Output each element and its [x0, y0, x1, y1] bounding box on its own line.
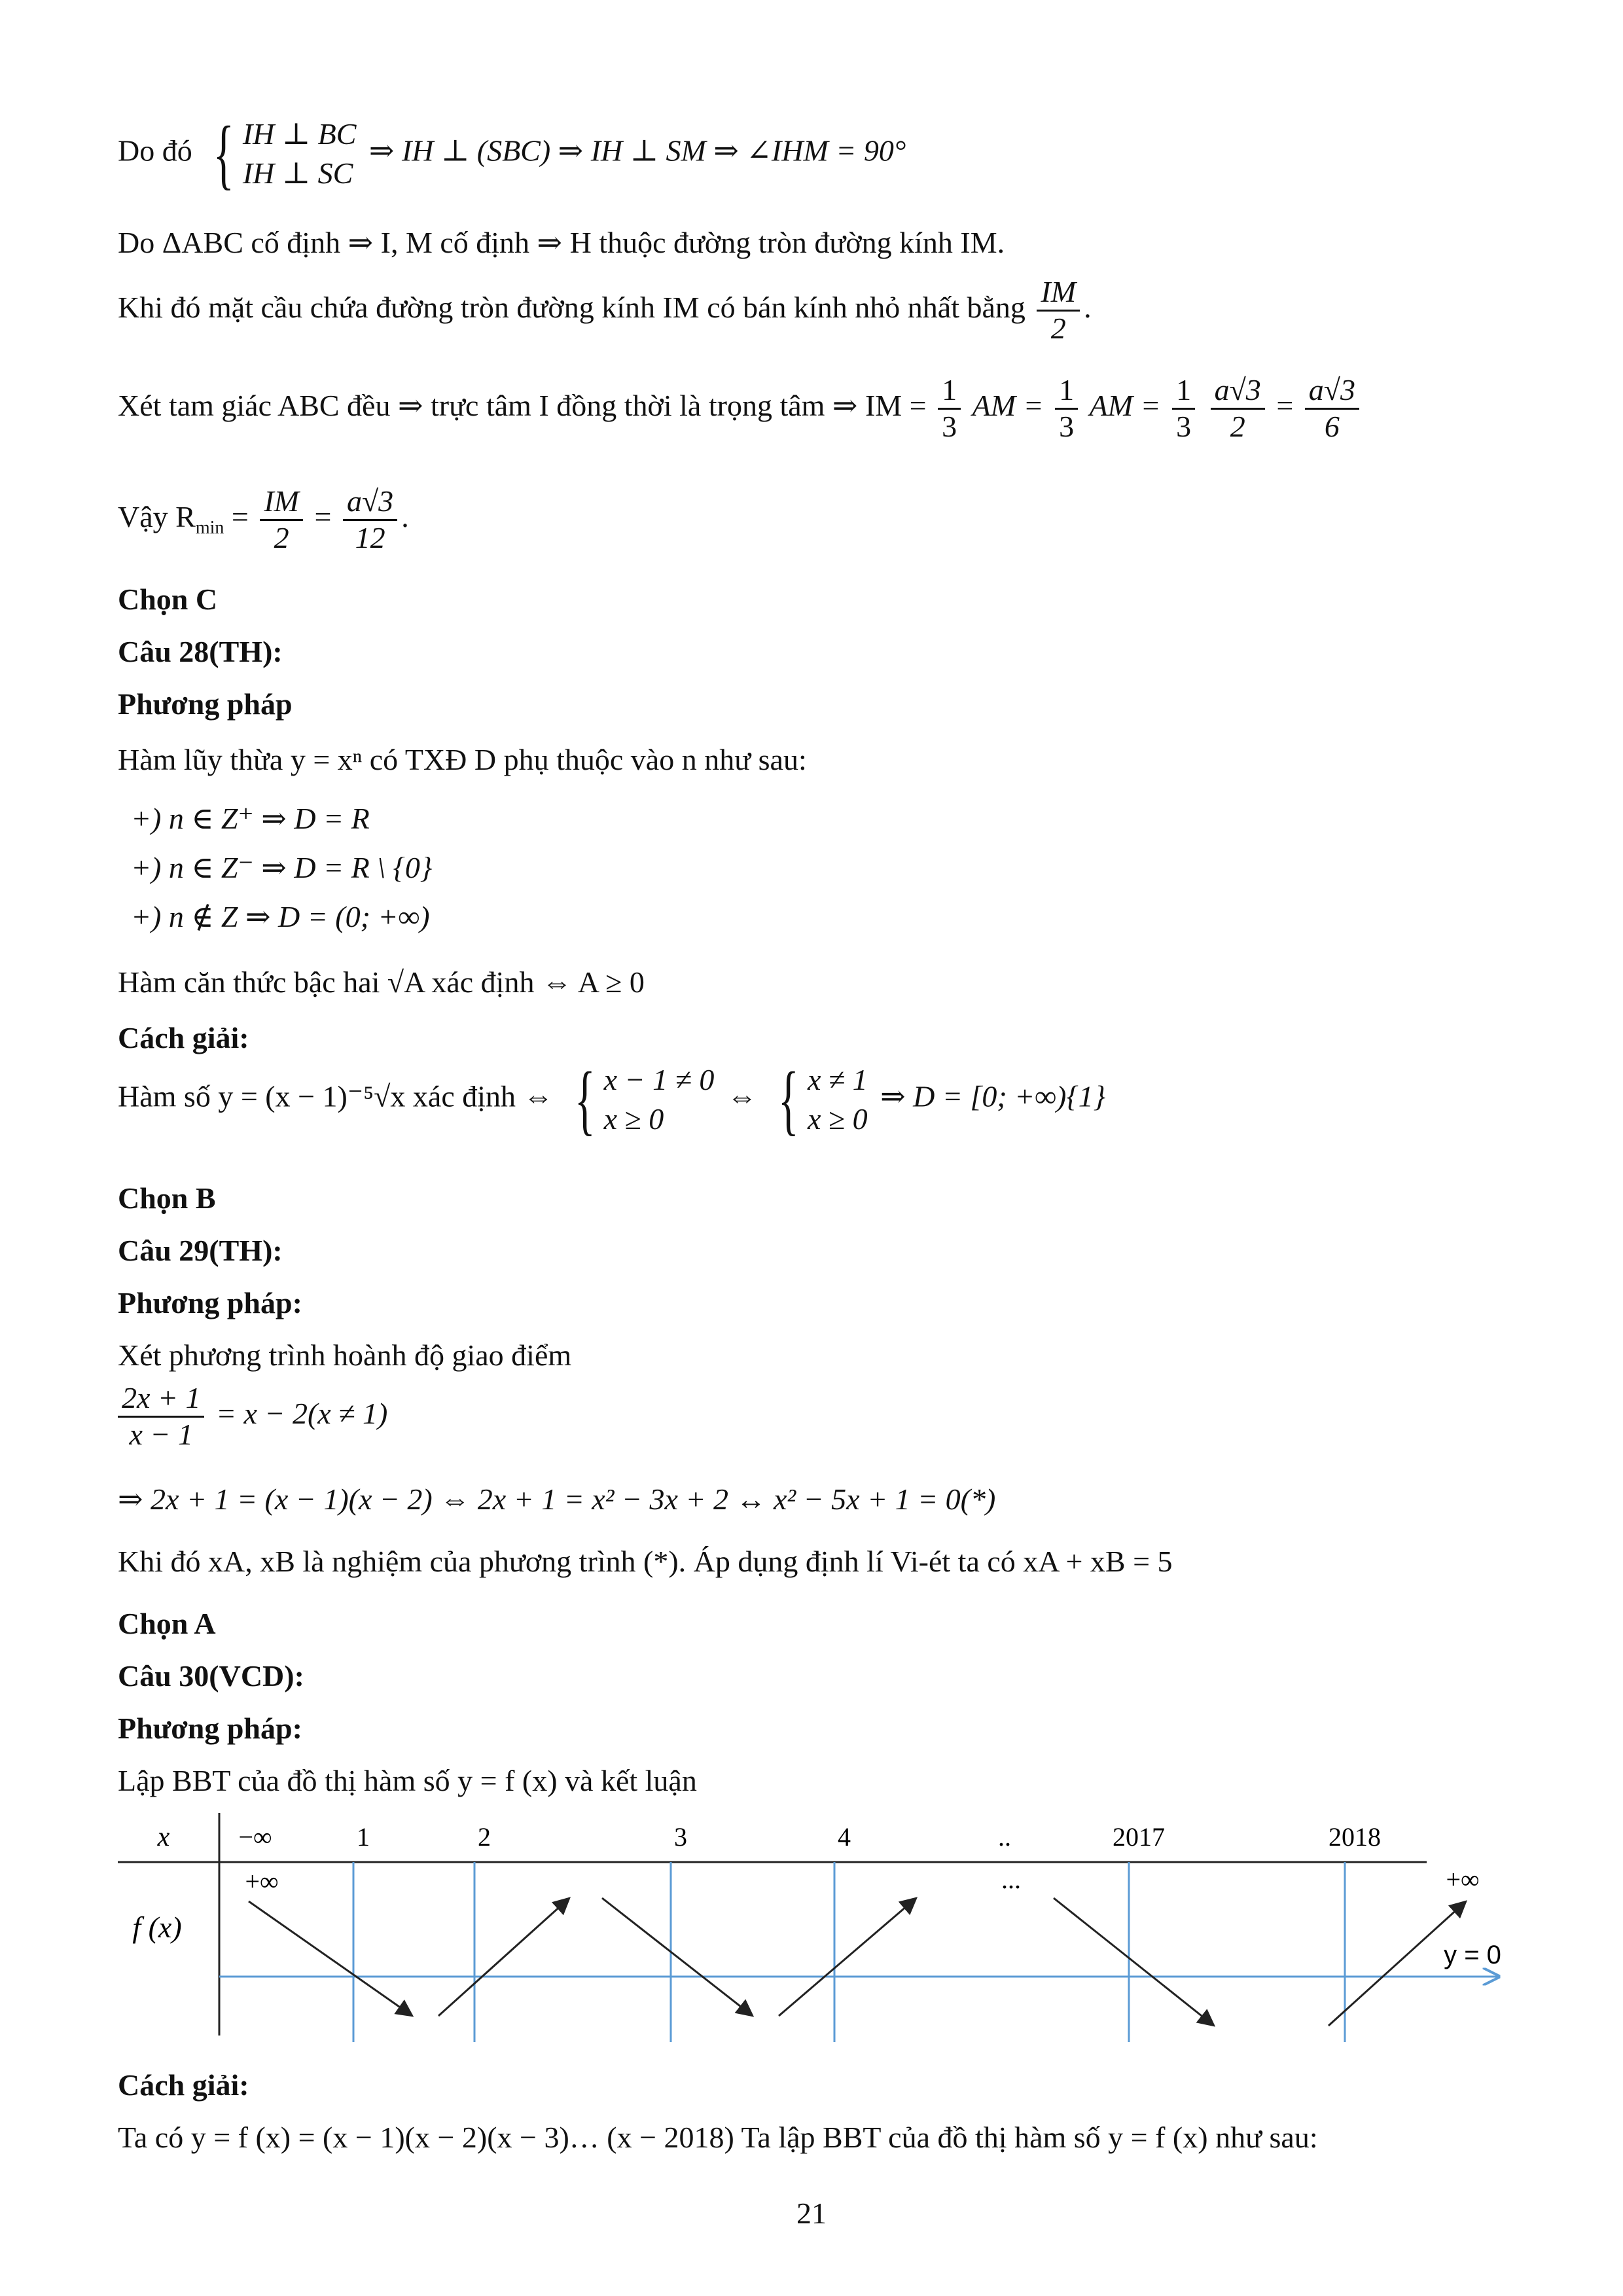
arrow-increasing — [438, 1898, 569, 2016]
line-r-min — [118, 484, 409, 556]
brace-icon: { — [574, 1056, 596, 1143]
numerator: a√3 — [1305, 373, 1359, 410]
fraction — [260, 484, 303, 556]
line-vieta: Khi đó xA, xB là nghiệm của phương trình (*). Áp dụng định lí Vi-ét ta có xA + xB = 5 — [118, 1545, 1173, 1578]
question-28-heading: Câu 28(TH): — [118, 635, 283, 668]
subscript: min — [195, 518, 224, 539]
arrow-decreasing — [602, 1898, 753, 2016]
text: Do đó — [118, 134, 192, 168]
arrow-decreasing — [249, 1901, 412, 2016]
x-value-3: 3 — [674, 1822, 687, 1852]
denominator: 2 — [1230, 409, 1245, 443]
implication: ⇒ IH ⊥ (SBC) ⇒ IH ⊥ SM ⇒ ∠IHM = 90° — [368, 134, 906, 168]
method-heading-28: Phương pháp — [118, 687, 293, 721]
numerator: 1 — [938, 373, 961, 410]
solution-heading-30: Cách giải: — [118, 2068, 249, 2102]
y-zero-label: y = 0 — [1444, 1941, 1501, 1969]
brace-icon: { — [778, 1056, 800, 1143]
line-variation-table: Lập BBT của đồ thị hàm số y = f (x) và kết luận — [118, 1764, 697, 1797]
denominator: 6 — [1324, 409, 1340, 443]
text: Vậy R — [118, 499, 196, 533]
x-value-6: 2017 — [1113, 1822, 1165, 1852]
text: Hàm số y = (x − 1)⁻⁵√x xác định ⇔ — [118, 1079, 554, 1113]
numerator: a√3 — [343, 484, 397, 521]
arrow-increasing — [779, 1898, 916, 2016]
answer-a: Chọn A — [118, 1607, 216, 1640]
text: AM = — [1089, 388, 1161, 422]
x-value-0: −∞ — [238, 1822, 272, 1852]
page-number: 21 — [796, 2197, 827, 2230]
fraction — [1211, 373, 1265, 444]
case-non-integer: +) n ∉ Z ⇒ D = (0; +∞) — [131, 900, 430, 933]
condition-1: x − 1 ≠ 0 — [603, 1063, 715, 1097]
text: = x − 2(x ≠ 1) — [215, 1396, 388, 1430]
plus-infinity-right: +∞ — [1446, 1865, 1480, 1894]
method-heading-29: Phương pháp: — [118, 1286, 302, 1319]
numerator: a√3 — [1211, 373, 1265, 410]
method-heading-30: Phương pháp: — [118, 1712, 302, 1745]
x-label: x — [157, 1822, 170, 1852]
variation-table — [118, 1813, 1518, 2049]
numerator: 1 — [1055, 373, 1078, 410]
system-of-conditions — [566, 1056, 715, 1143]
line-square-root: Hàm căn thức bậc hai √A xác định ⇔ A ≥ 0 — [118, 965, 645, 999]
x-value-1: 1 — [357, 1822, 370, 1852]
text: Do ΔABC cố định ⇒ I, M cố định ⇒ H thuộc đường tròn đường kính IM. — [118, 226, 1005, 259]
x-value-2: 2 — [478, 1822, 491, 1852]
case-negative-integer: +) n ∈ Z⁻ ⇒ D = R \ {0} — [131, 851, 433, 884]
text: Xét tam giác ABC đều ⇒ trực tâm I đồng thời là trọng tâm ⇒ IM = — [118, 388, 927, 422]
equals: = — [314, 499, 332, 533]
fraction — [343, 484, 397, 556]
answer-c: Chọn C — [118, 583, 218, 616]
period: . — [401, 499, 409, 533]
line-power-function: Hàm lũy thừa y = xⁿ có TXĐ D phụ thuộc vào n như sau: — [118, 743, 807, 776]
text: AM = — [972, 388, 1044, 422]
period: . — [1084, 290, 1092, 324]
text: Khi đó mặt cầu chứa đường tròn đường kính IM có bán kính nhỏ nhất bằng — [118, 290, 1026, 324]
denominator: 2 — [1050, 311, 1066, 345]
numerator: 1 — [1172, 373, 1195, 410]
brace-icon: { — [213, 110, 234, 197]
numerator: IM — [1037, 275, 1080, 312]
line-function-product: Ta có y = f (x) = (x − 1)(x − 2)(x − 3)… (x − 2018) Ta lập BBT của đồ thị hàm số y = f (x) như sau: — [118, 2121, 1318, 2154]
fraction — [1055, 373, 1078, 444]
denominator: 3 — [1176, 409, 1192, 443]
line-rational-equation — [118, 1381, 387, 1452]
fraction — [118, 1381, 204, 1452]
denominator: 3 — [1059, 409, 1075, 443]
x-value-7: 2018 — [1329, 1822, 1381, 1852]
equals: = — [1276, 388, 1294, 422]
domain-result: ⇒ D = [0; +∞){1} — [880, 1079, 1106, 1113]
fraction — [1305, 373, 1359, 444]
question-29-heading: Câu 29(TH): — [118, 1234, 283, 1267]
fraction-im-2 — [1037, 275, 1080, 346]
question-30-heading: Câu 30(VCD): — [118, 1659, 304, 1693]
case-positive-integer: +) n ∈ Z⁺ ⇒ D = R — [131, 802, 370, 835]
condition-1: x ≠ 1 — [807, 1063, 868, 1097]
line-intersection-equation: Xét phương trình hoành độ giao điểm — [118, 1338, 572, 1372]
line-abc-fixed — [118, 226, 1005, 260]
denominator: 3 — [942, 409, 957, 443]
line-quadratic: ⇒ 2x + 1 = (x − 1)(x − 2) ⇔ 2x + 1 = x² − 3x + 2 ↔ x² − 5x + 1 = 0(*) — [118, 1482, 996, 1516]
plus-infinity-left: +∞ — [245, 1867, 279, 1896]
line-sphere-radius — [118, 275, 1092, 346]
x-value-5: .. — [998, 1822, 1011, 1852]
f-label: f (x) — [132, 1910, 182, 1944]
equivalence: ⇔ — [726, 1079, 757, 1113]
condition-2: x ≥ 0 — [603, 1102, 664, 1136]
line-domain-solution — [118, 1056, 1106, 1143]
fraction — [938, 373, 961, 444]
solution-heading-28: Cách giải: — [118, 1021, 249, 1054]
equals: = — [231, 499, 249, 533]
system-of-conditions — [205, 110, 357, 197]
arrow-decreasing — [1054, 1898, 1214, 2026]
numerator: IM — [260, 484, 303, 521]
denominator: x − 1 — [129, 1417, 193, 1451]
condition-2: x ≥ 0 — [807, 1102, 868, 1136]
denominator: 2 — [274, 520, 289, 554]
numerator: 2x + 1 — [118, 1381, 204, 1418]
system-of-conditions — [770, 1056, 868, 1143]
fraction — [1172, 373, 1195, 444]
condition-1: IH ⊥ BC — [242, 117, 357, 151]
table-dots: ... — [1001, 1865, 1021, 1894]
condition-2: IH ⊥ SC — [242, 156, 353, 190]
x-value-4: 4 — [838, 1822, 851, 1852]
line-conclusion-ih-perp — [118, 110, 906, 197]
denominator: 12 — [355, 520, 385, 554]
answer-b: Chọn B — [118, 1181, 216, 1215]
line-equilateral-triangle — [118, 373, 1363, 444]
